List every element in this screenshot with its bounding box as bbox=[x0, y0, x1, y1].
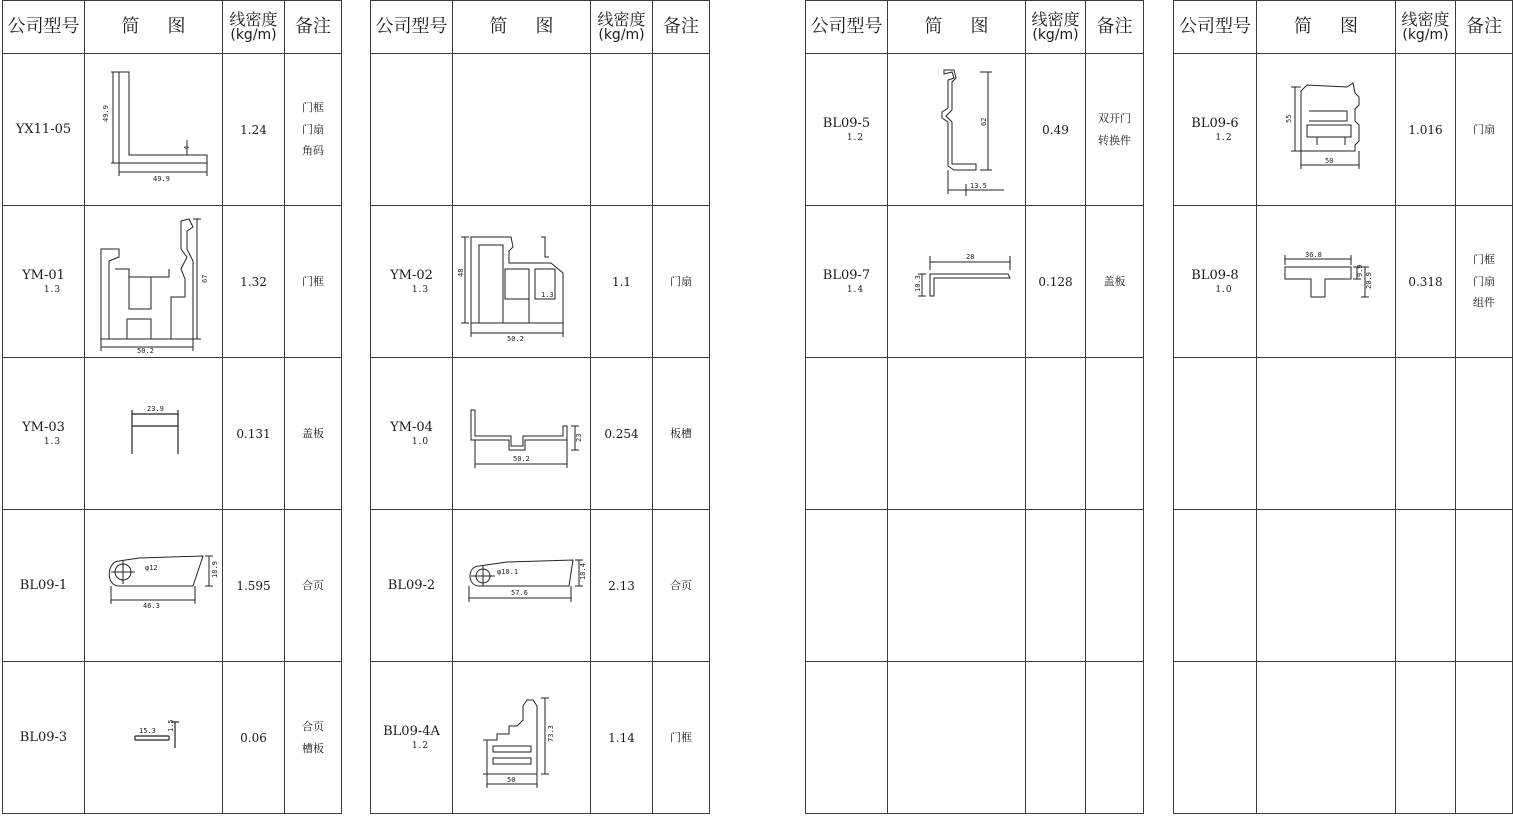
profile-drawing bbox=[457, 678, 587, 798]
model-cell bbox=[3, 358, 85, 510]
profile-drawing-cell bbox=[85, 510, 223, 662]
profile-drawing-cell bbox=[85, 662, 223, 814]
header-image bbox=[453, 1, 591, 54]
header-density bbox=[591, 1, 653, 54]
density-value: 1.1 bbox=[591, 206, 653, 358]
note-cell bbox=[285, 358, 342, 510]
header-row bbox=[1174, 1, 1513, 54]
header-image-b: 图 bbox=[1340, 16, 1358, 38]
profile-drawing-cell bbox=[888, 54, 1026, 206]
model-cell bbox=[3, 510, 85, 662]
model-code: BL09-4A bbox=[383, 723, 440, 739]
dim-label: 15.3 bbox=[138, 726, 156, 735]
model-cell bbox=[806, 662, 888, 814]
wall-thickness: 1.3 bbox=[43, 437, 62, 448]
table-row bbox=[371, 54, 710, 206]
dim-label: φ12 bbox=[144, 563, 158, 572]
note-cell bbox=[1086, 206, 1144, 358]
profile-drawing bbox=[892, 242, 1022, 322]
note-line: 门框 bbox=[670, 730, 692, 744]
profile-drawing bbox=[89, 209, 219, 354]
note-cell bbox=[1456, 510, 1513, 662]
table-row bbox=[3, 358, 342, 510]
table-row bbox=[1174, 206, 1513, 358]
header-image bbox=[888, 1, 1026, 54]
density-value: 0.131 bbox=[223, 358, 285, 510]
profile-table-3 bbox=[805, 0, 1144, 814]
note-cell bbox=[653, 510, 710, 662]
dim-label: φ10.1 bbox=[496, 567, 518, 576]
header-image-a: 简 bbox=[489, 16, 508, 38]
table-row bbox=[371, 662, 710, 814]
header-image-b: 图 bbox=[167, 16, 186, 38]
density-value bbox=[591, 54, 653, 206]
profile-drawing bbox=[89, 708, 219, 768]
model-cell bbox=[371, 358, 453, 510]
profile-drawing-cell bbox=[1257, 54, 1396, 206]
profile-drawing bbox=[457, 384, 587, 484]
profile-drawing-cell bbox=[1257, 358, 1396, 510]
dim-label: 49.9 bbox=[152, 174, 170, 183]
dim-label: 28 bbox=[965, 252, 974, 261]
note-cell bbox=[1086, 510, 1144, 662]
model-cell bbox=[371, 206, 453, 358]
header-density-unit: (kg/m) bbox=[230, 27, 277, 44]
density-value: 0.128 bbox=[1026, 206, 1086, 358]
header-density-label: 线密度 bbox=[229, 9, 278, 29]
model-cell bbox=[1174, 358, 1257, 510]
profile-drawing bbox=[892, 60, 1022, 200]
dim-label: 1.3 bbox=[540, 290, 554, 299]
dim-label: 10.3 bbox=[913, 274, 922, 292]
note-cell bbox=[1456, 358, 1513, 510]
header-image bbox=[85, 1, 223, 54]
dim-label: 67 bbox=[200, 274, 209, 283]
note-line: 转换件 bbox=[1098, 133, 1131, 147]
wall-thickness: 1.4 bbox=[846, 285, 865, 296]
density-value bbox=[1396, 510, 1456, 662]
header-image-a: 简 bbox=[121, 16, 140, 38]
header-image-a: 简 bbox=[924, 16, 943, 38]
profile-table-1 bbox=[2, 0, 342, 814]
header-model: 公司型号 bbox=[1174, 1, 1257, 54]
density-value: 1.24 bbox=[223, 54, 285, 206]
note-cell bbox=[1456, 206, 1513, 358]
table-row bbox=[1174, 510, 1513, 662]
dim-label: 18.4 bbox=[578, 562, 587, 580]
note-cell bbox=[653, 662, 710, 814]
dim-label: 36.8 bbox=[1305, 250, 1322, 259]
note-cell bbox=[1086, 662, 1144, 814]
dim-label: 50.2 bbox=[136, 347, 154, 354]
note-line: 合页 bbox=[670, 578, 692, 592]
model-code: BL09-7 bbox=[822, 267, 871, 283]
model-code: YM-02 bbox=[390, 267, 433, 283]
note-line: 角码 bbox=[302, 144, 324, 158]
profile-drawing-cell bbox=[888, 662, 1026, 814]
density-value: 0.254 bbox=[591, 358, 653, 510]
table-row bbox=[3, 510, 342, 662]
model-code: BL09-5 bbox=[822, 115, 871, 131]
model-code: BL09-8 bbox=[1191, 267, 1239, 283]
header-note: 备注 bbox=[1086, 1, 1144, 54]
header-density-unit: (kg/m) bbox=[1402, 27, 1449, 44]
model-cell bbox=[806, 510, 888, 662]
header-density bbox=[1396, 1, 1456, 54]
model-cell bbox=[3, 206, 85, 358]
model-cell bbox=[371, 54, 453, 206]
dim-label: 62 bbox=[979, 117, 988, 126]
wall-thickness: 1.3 bbox=[411, 285, 430, 296]
profile-drawing-cell bbox=[1257, 662, 1396, 814]
note-line: 门扇 bbox=[1473, 122, 1495, 136]
note-line: 门扇 bbox=[1473, 274, 1495, 288]
model-code: BL09-6 bbox=[1191, 115, 1239, 131]
profile-drawing-cell bbox=[453, 206, 591, 358]
profile-drawing-cell bbox=[85, 206, 223, 358]
header-note: 备注 bbox=[285, 1, 342, 54]
wall-thickness: 1.0 bbox=[1215, 285, 1233, 296]
note-cell bbox=[1086, 54, 1144, 206]
wall-thickness: 1.2 bbox=[846, 133, 865, 144]
model-cell bbox=[1174, 54, 1257, 206]
note-cell bbox=[653, 358, 710, 510]
dim-label: 46.3 bbox=[142, 601, 160, 610]
dim-label: 23.9 bbox=[146, 404, 164, 413]
note-line: 门扇 bbox=[670, 274, 692, 288]
profile-drawing bbox=[1261, 237, 1391, 327]
note-line: 门框 bbox=[302, 274, 324, 288]
note-cell bbox=[1456, 54, 1513, 206]
dim-label: 13.5 bbox=[969, 181, 987, 190]
header-row bbox=[3, 1, 342, 54]
table-row bbox=[3, 662, 342, 814]
table-row bbox=[3, 54, 342, 206]
note-cell bbox=[653, 54, 710, 206]
profile-drawing-cell bbox=[453, 358, 591, 510]
note-line: 板槽 bbox=[670, 426, 692, 440]
model-code: BL09-1 bbox=[19, 577, 68, 593]
profile-drawing bbox=[89, 60, 219, 200]
density-value: 1.14 bbox=[591, 662, 653, 814]
note-line: 合页 bbox=[302, 720, 324, 734]
table-row bbox=[371, 206, 710, 358]
profile-drawing bbox=[89, 546, 219, 626]
profile-drawing bbox=[89, 394, 219, 474]
header-image bbox=[1257, 1, 1396, 54]
table-row bbox=[3, 206, 342, 358]
profile-drawing-cell bbox=[888, 206, 1026, 358]
dim-label: 55 bbox=[1285, 114, 1293, 123]
table-row bbox=[806, 54, 1144, 206]
note-line: 组件 bbox=[1473, 296, 1495, 310]
note-cell bbox=[285, 662, 342, 814]
model-code: YM-01 bbox=[22, 267, 65, 283]
model-cell bbox=[3, 662, 85, 814]
model-code: YM-04 bbox=[390, 419, 433, 435]
density-value: 1.32 bbox=[223, 206, 285, 358]
table-row bbox=[1174, 54, 1513, 206]
header-image-a: 简 bbox=[1294, 16, 1312, 38]
density-value: 0.06 bbox=[223, 662, 285, 814]
density-value: 0.318 bbox=[1396, 206, 1456, 358]
profile-drawing-cell bbox=[1257, 206, 1396, 358]
table-row bbox=[1174, 358, 1513, 510]
table-row bbox=[806, 662, 1144, 814]
note-cell bbox=[285, 510, 342, 662]
dim-label: 57.6 bbox=[510, 588, 528, 597]
wall-thickness: 1.0 bbox=[411, 437, 430, 448]
header-density-unit: (kg/m) bbox=[598, 27, 645, 44]
note-line: 盖板 bbox=[1103, 274, 1126, 288]
model-code: YM-03 bbox=[22, 419, 65, 435]
header-row bbox=[371, 1, 710, 54]
model-cell bbox=[1174, 510, 1257, 662]
dim-label: 23 bbox=[574, 433, 583, 442]
profile-drawing bbox=[457, 546, 587, 626]
header-note: 备注 bbox=[653, 1, 710, 54]
header-density-label: 线密度 bbox=[1031, 9, 1080, 29]
header-density bbox=[223, 1, 285, 54]
model-cell bbox=[1174, 206, 1257, 358]
table-row bbox=[806, 358, 1144, 510]
profile-drawing-cell bbox=[85, 358, 223, 510]
header-image-b: 图 bbox=[970, 16, 989, 38]
note-cell bbox=[285, 206, 342, 358]
model-code: BL09-2 bbox=[387, 577, 436, 593]
note-cell bbox=[653, 206, 710, 358]
note-line: 门框 bbox=[302, 101, 324, 115]
profile-drawing bbox=[1261, 65, 1391, 195]
note-line: 双开门 bbox=[1098, 112, 1131, 126]
density-value bbox=[1396, 662, 1456, 814]
header-image-b: 图 bbox=[535, 16, 554, 38]
density-value: 1.016 bbox=[1396, 54, 1456, 206]
note-line: 门框 bbox=[1473, 253, 1495, 267]
model-cell bbox=[806, 54, 888, 206]
dim-label: 50.2 bbox=[512, 454, 530, 463]
density-value bbox=[1026, 662, 1086, 814]
dim-label: 48 bbox=[456, 268, 465, 277]
table-row bbox=[806, 510, 1144, 662]
profile-drawing-cell bbox=[453, 510, 591, 662]
dim-label: 4 bbox=[182, 145, 191, 150]
dim-label: 1.5 bbox=[166, 718, 175, 732]
header-density-unit: (kg/m) bbox=[1032, 27, 1079, 44]
note-line: 盖板 bbox=[302, 426, 324, 440]
dim-label: 20.9 bbox=[1365, 271, 1373, 289]
header-note: 备注 bbox=[1456, 1, 1513, 54]
profile-drawing-cell bbox=[85, 54, 223, 206]
dim-label: 50 bbox=[1325, 156, 1334, 165]
profile-drawing bbox=[457, 217, 587, 347]
model-code: YX11-05 bbox=[15, 121, 72, 137]
dim-label: 73.3 bbox=[546, 724, 555, 742]
note-cell bbox=[285, 54, 342, 206]
profile-drawing-cell bbox=[888, 358, 1026, 510]
model-cell bbox=[806, 206, 888, 358]
profile-drawing-cell bbox=[888, 510, 1026, 662]
table-row bbox=[1174, 662, 1513, 814]
header-model: 公司型号 bbox=[806, 1, 888, 54]
note-cell bbox=[1456, 662, 1513, 814]
density-value: 1.595 bbox=[223, 510, 285, 662]
wall-thickness: 1.2 bbox=[1215, 133, 1233, 144]
note-line: 门扇 bbox=[302, 122, 324, 136]
wall-thickness: 1.2 bbox=[411, 741, 430, 752]
dim-label: 9.9 bbox=[1356, 263, 1364, 277]
note-line: 槽板 bbox=[302, 741, 324, 755]
density-value: 0.49 bbox=[1026, 54, 1086, 206]
model-cell bbox=[371, 510, 453, 662]
table-row bbox=[806, 206, 1144, 358]
model-cell bbox=[3, 54, 85, 206]
dim-label: 18.9 bbox=[210, 560, 219, 578]
dim-label: 50.2 bbox=[506, 334, 524, 343]
header-model: 公司型号 bbox=[3, 1, 85, 54]
profile-table-2 bbox=[370, 0, 710, 814]
profile-drawing-cell bbox=[453, 662, 591, 814]
table-row bbox=[371, 510, 710, 662]
header-row bbox=[806, 1, 1144, 54]
profile-drawing-cell bbox=[1257, 510, 1396, 662]
model-cell bbox=[806, 358, 888, 510]
dim-label: 49.9 bbox=[101, 104, 110, 122]
model-cell bbox=[371, 662, 453, 814]
table-row bbox=[371, 358, 710, 510]
note-cell bbox=[1086, 358, 1144, 510]
wall-thickness: 1.3 bbox=[43, 285, 62, 296]
dim-label: 50 bbox=[506, 775, 515, 784]
header-density bbox=[1026, 1, 1086, 54]
note-line: 合页 bbox=[302, 578, 324, 592]
density-value bbox=[1026, 510, 1086, 662]
density-value bbox=[1396, 358, 1456, 510]
header-model: 公司型号 bbox=[371, 1, 453, 54]
profile-drawing-cell bbox=[453, 54, 591, 206]
density-value: 2.13 bbox=[591, 510, 653, 662]
profile-table-4 bbox=[1173, 0, 1513, 814]
model-cell bbox=[1174, 662, 1257, 814]
model-code: BL09-3 bbox=[19, 729, 68, 745]
header-density-label: 线密度 bbox=[597, 9, 646, 29]
density-value bbox=[1026, 358, 1086, 510]
header-density-label: 线密度 bbox=[1401, 9, 1450, 29]
